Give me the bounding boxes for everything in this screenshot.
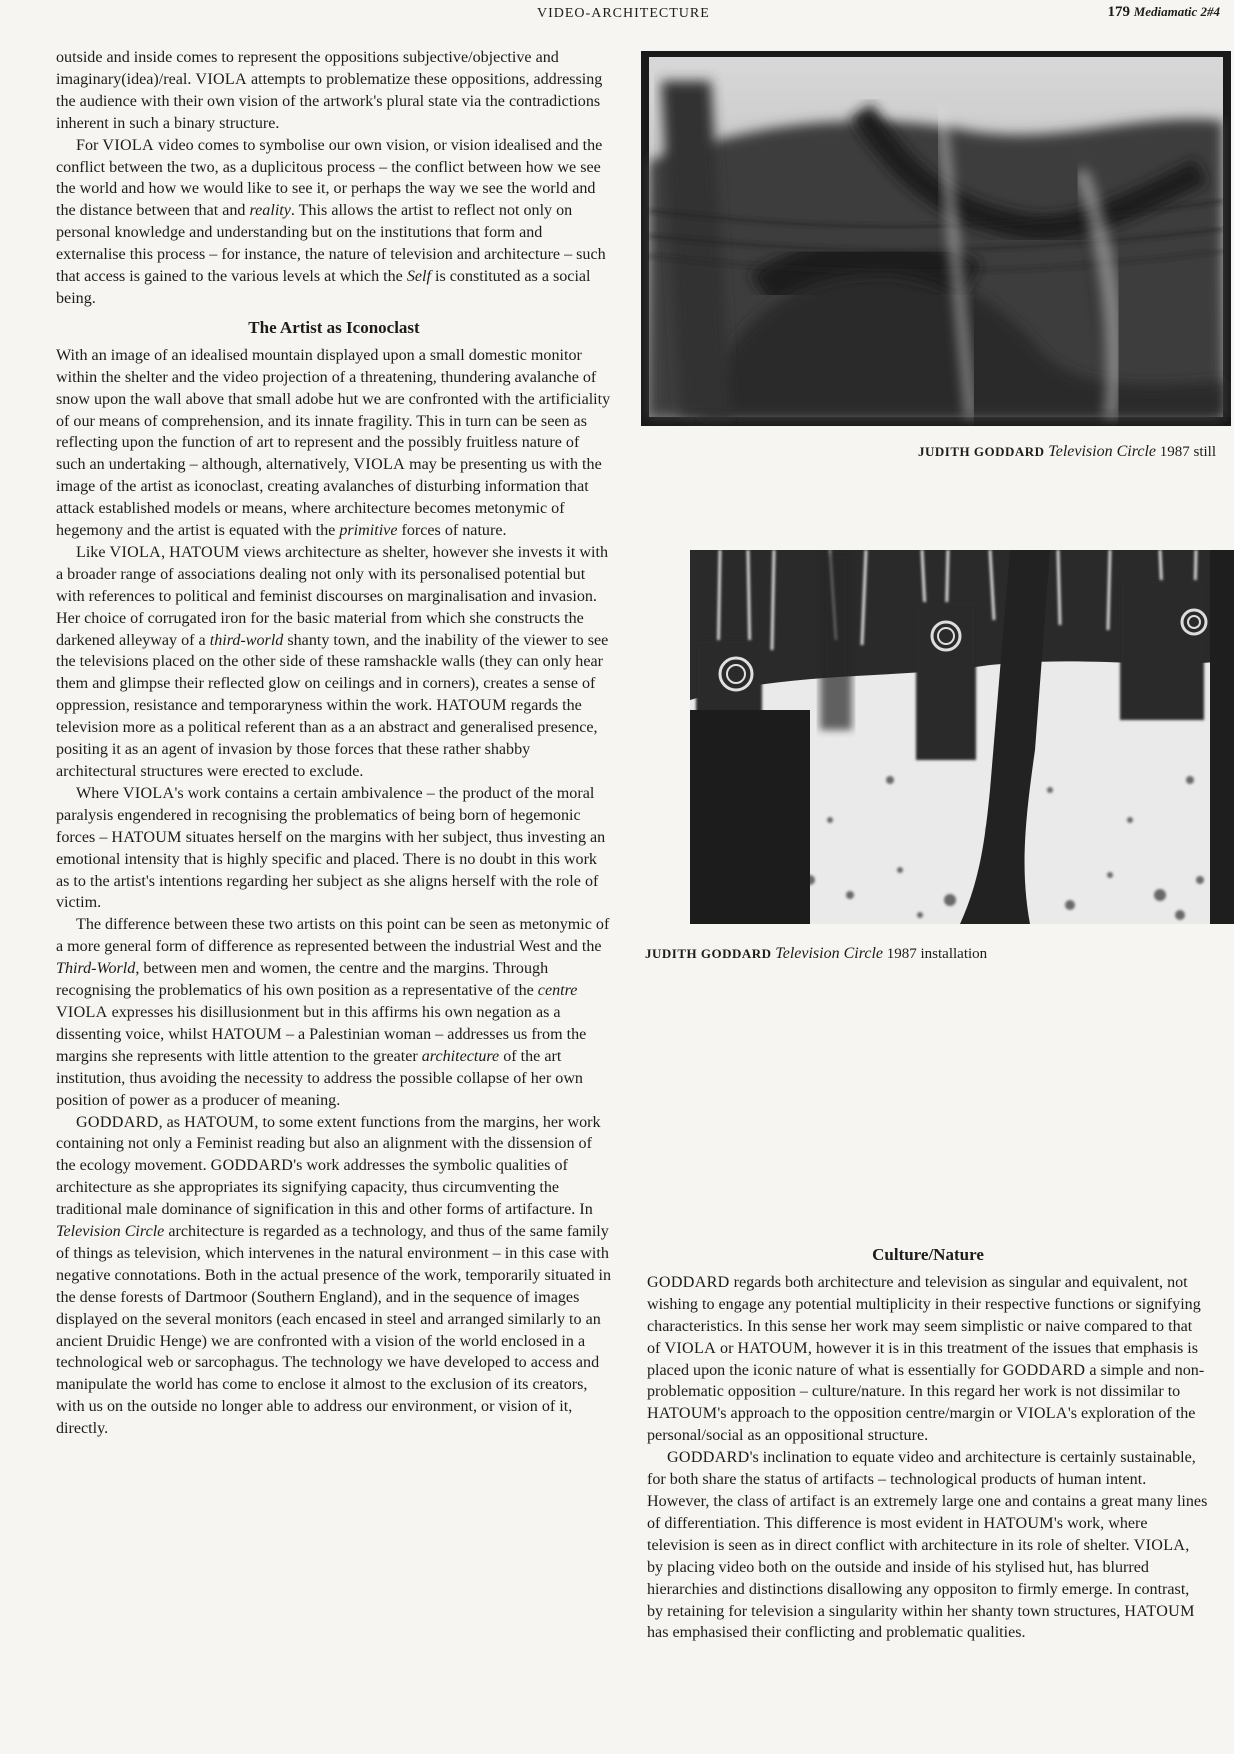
text-run: has emphasised their conflicting and problematic qualities. — [647, 1624, 1026, 1642]
text-run: 's approach to the opposition centre/margin or — [717, 1405, 1017, 1423]
text-run: regards the television more as a political referent than as a an abstract and generalised presence, positing it as an agent of invasion by those forces that these rather shabby architectural structures were erected to exclude. — [56, 697, 598, 780]
caption-detail: 1987 still — [1156, 444, 1217, 460]
paragraph — [56, 345, 612, 542]
text-run: regards both architecture and television as singular and equivalent, not wishing to engage any potential multiplicity in their respective functions or signifying characteristics. In this sense her work may seem simplistic or naive compared to that of — [647, 1273, 1201, 1357]
journal-name: Mediamatic 2#4 — [1133, 4, 1220, 19]
installation-photo — [690, 550, 1234, 924]
photo-caption — [645, 945, 987, 963]
paragraph — [56, 783, 612, 914]
text-run: – a Palestinian woman – addresses us from the margins she represents with little attention to the greater — [56, 1025, 587, 1065]
italic-text: Third-World — [56, 960, 136, 978]
italic-text: Television Circle — [56, 1223, 165, 1241]
artist-name: HATOUM — [111, 828, 182, 846]
text-run: , to some extent functions from the margins, her work containing not only a Feminist reading but also an alignment with the dissension of the ecology movement. — [56, 1113, 601, 1175]
text-run: situates herself on the margins with her subject, thus investing an emotional intensity that is highly specific and placed. There is no doubt in this work as to the artist's intentions regarding her subject as she aligns herself with the role of victim. — [56, 828, 606, 912]
text-run: 's work, where television is seen as in direct conflict with architecture in its role of shelter. — [647, 1514, 1148, 1554]
italic-text: primitive — [339, 522, 398, 540]
artist-name: VIOLA — [56, 1003, 108, 1021]
artist-name: HATOUM — [184, 1113, 255, 1131]
artist-name: VIOLA — [1133, 1536, 1186, 1554]
artist-name: VIOLA — [102, 136, 154, 154]
text-run: of the art institution, thus avoiding the necessity to address the possible collapse of her own position of power as a producer of meaning. — [56, 1047, 583, 1109]
caption-artist: JUDITH GODDARD — [918, 444, 1045, 459]
caption-title: Television Circle — [775, 945, 883, 962]
artist-name: GODDARD — [76, 1113, 159, 1131]
text-run: , by placing video both on the outside and inside of his stylised hut, has blurred hierarchies and distinctions disallowing any oppositon to firmly emerge. In contrast, by retaining for television a singularity within her shanty town structures, — [647, 1536, 1190, 1620]
paragraph — [56, 47, 612, 135]
video-still-photo — [641, 51, 1231, 426]
caption-title: Television Circle — [1048, 443, 1156, 460]
text-run: Like — [76, 543, 110, 561]
artist-name: HATOUM — [211, 1025, 282, 1043]
paragraph — [56, 914, 612, 1111]
italic-text: third-world — [209, 631, 284, 649]
text-run: expresses his disillusionment but in this affirms his own negation as a dissenting voice, whilst — [56, 1003, 561, 1043]
italic-text: reality — [249, 202, 291, 220]
text-run: 's work contains a certain ambivalence – the product of the moral paralysis engendered in recognising the problematics of being born of hegemonic forces – — [56, 784, 595, 846]
text-run: is constituted as a social being. — [56, 268, 591, 307]
text-run: The difference between these two artists on this point can be seen as metonymic of a more general form of difference as represented between the industrial West and the — [56, 916, 610, 956]
text-run: , however it is in this treatment of the issues that emphasis is placed upon the iconic nature of what is essentially for — [647, 1339, 1199, 1379]
text-run: 's work addresses the symbolic qualities of architecture as she appropriates its signifying capacity, thus circumventing the traditional male dominance of signification in this and other forms of artifacture. In — [56, 1157, 593, 1219]
text-run: shanty town, and the inability of the viewer to see the televisions placed on the other side of these ramshackle walls (they can only hear them and glimpse their reflected glow on ceilings and in corners), creates a sense of oppression, resistance and temporaryness within the work. — [56, 631, 609, 715]
section-title: VIDEO-ARCHITECTURE — [537, 6, 710, 21]
text-run: , — [161, 543, 170, 561]
artist-name: GODDARD — [647, 1273, 730, 1291]
text-run: For — [76, 136, 103, 154]
italic-text: centre — [537, 982, 578, 1000]
left-text-column — [56, 47, 612, 1440]
artist-name: GODDARD — [210, 1157, 294, 1175]
text-run: , as — [158, 1113, 185, 1131]
section-heading: Culture/Nature — [872, 1245, 984, 1264]
text-run: 's inclination to equate video and architecture is certainly sustainable, for both share the status of artifacts – technological products of human intent. However, the class of artifact is an extremely large one and contains a great many lines of differentiation. This difference is most evident in — [647, 1449, 1208, 1532]
text-run: architecture is regarded as a technology, and thus of the same family of things as television, which intervenes in the natural environment – in this case with negative connotations. Both in the actual presence of the work, temporarily situated in the dense forests of Dartmoor (Southern England), and in the sequence of images displayed on the several monitors (each encased in steel and arranged similarly to an ancient Druidic Henge) we are confronted with a vision of the world enclosed in a technological web or sarcophagus. The technology we have developed to access and manipulate the world has come to enclose it almost to the exclusion of its creators, with us on the outside no longer able to address our environment, or vision of it, directly. — [56, 1223, 612, 1438]
artist-name: VIOLA — [353, 456, 406, 474]
artist-name: VIOLA — [195, 70, 247, 88]
text-run: views architecture as shelter, however she invests it with a broader range of associations dealing not only with its personalised potential but with references to political and feminist discourses on marginalisation and invasion. Her choice of corrugated iron for the basic material from which she constructs the darkened alleyway of a — [56, 543, 608, 649]
text-run: outside and inside comes to represent the oppositions subjective/objective and imaginary(idea)/real. — [56, 49, 559, 88]
text-run: may be presenting us with the image of the artist as iconoclast, creating avalanches of disturbing information that attack established models or means, where architecture becomes metonymic of hegemony and the artist is equated with the — [56, 456, 602, 540]
artist-name: HATOUM — [983, 1514, 1054, 1532]
paragraph — [647, 1272, 1209, 1447]
text-run: a simple and non-problematic opposition – culture/nature. In this regard her work is not dissimilar to — [647, 1361, 1205, 1401]
page-number-value: 179 — [1107, 4, 1130, 20]
right-text-column — [647, 1237, 1209, 1644]
artist-name: VIOLA — [109, 543, 162, 561]
artist-name: HATOUM — [647, 1405, 718, 1423]
text-run: attempts to problematize these oppositions, addressing the audience with their own vision of the artwork's plural state via the contradictions inherent in such a binary structure. — [56, 70, 603, 132]
caption-artist: JUDITH GODDARD — [645, 946, 772, 961]
paragraph — [56, 542, 612, 783]
text-run: , between men and women, the centre and the margins. Through recognising the problematics of his own position as a representative of the — [56, 960, 549, 1000]
artist-name: HATOUM — [436, 697, 507, 715]
artist-name: HATOUM — [1124, 1602, 1195, 1620]
text-run: 's exploration of the personal/social as an oppositional structure. — [647, 1405, 1196, 1445]
paragraph — [647, 1447, 1209, 1644]
artist-name: HATOUM — [169, 543, 240, 561]
caption-detail: 1987 installation — [883, 946, 988, 962]
italic-text: architecture — [421, 1047, 500, 1065]
italic-text: Self — [406, 268, 431, 286]
paragraph — [56, 1112, 612, 1441]
text-run: With an image of an idealised mountain displayed upon a small domestic monitor within the shelter and the video projection of a threatening, thundering avalanche of snow upon the wall above that small adobe hut we are confronted with the artificiality of our means of comprehension, and its innate fragility. This in turn can be seen as reflecting upon the function of art to represent and the possibly fruitless nature of such an undertaking – although, alternatively, — [56, 346, 611, 474]
artist-name: GODDARD — [1002, 1361, 1086, 1379]
artist-name: VIOLA — [664, 1339, 716, 1357]
artist-name: GODDARD — [667, 1449, 750, 1467]
photo-caption — [918, 443, 1216, 461]
section-heading: The Artist as Iconoclast — [248, 317, 420, 337]
text-run: Where — [76, 784, 123, 802]
artist-name: VIOLA — [122, 784, 175, 802]
text-run: video comes to symbolise our own vision, or vision idealised and the conflict between the two, as a duplicitous process – the conflict between how we see the world and how we would like to see it, or perhaps the way we see the world and the distance between that and — [56, 136, 603, 220]
artist-name: HATOUM — [737, 1339, 808, 1357]
artist-name: VIOLA — [1016, 1405, 1068, 1423]
text-run: forces of nature. — [397, 522, 507, 540]
paragraph — [56, 135, 612, 310]
text-run: or — [716, 1339, 738, 1357]
text-run: . This allows the artist to reflect not only on personal knowledge and understanding but on the institutions that form and externalise this process – for instance, the nature of television and architecture – such that access is gained to the various levels at which the — [56, 202, 606, 286]
page-number — [1107, 4, 1220, 21]
